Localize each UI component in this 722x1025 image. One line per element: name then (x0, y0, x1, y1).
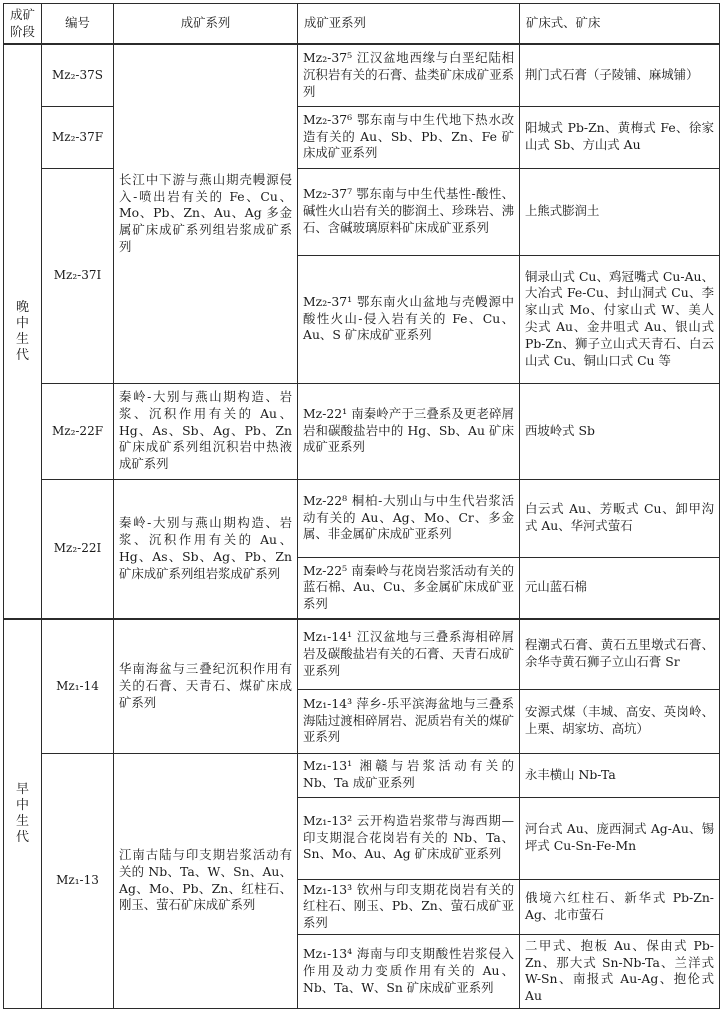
subseries-cell: Mz₁-14¹ 江汉盆地与三叠系海相碎屑岩及碳酸盐岩有关的石膏、天青石成矿亚系列 (298, 619, 520, 689)
series-cell: 秦岭-大别与燕山期构造、岩浆、沉积作用有关的 Au、Hg、As、Sb、Ag、Pb、Zn 矿床成矿系列组沉积岩中热液成矿系列 (114, 383, 298, 479)
code-cell: Mz₂-22F (42, 383, 114, 479)
subseries-cell: Mz₂-37⁷ 鄂东南与中生代基性-酸性、碱性火山岩有关的膨润土、珍珠岩、沸石、含碱玻璃原料矿床成矿亚系列 (298, 168, 520, 255)
table-row (4, 619, 720, 689)
subseries-cell: Mz₂-37⁶ 鄂东南与中生代地下热水改造有关的 Au、Sb、Pb、Zn、Fe 矿床成矿亚系列 (298, 106, 520, 168)
table-row (4, 383, 720, 479)
header-stage: 成矿阶段 (4, 4, 42, 45)
code-cell: Mz₁-14 (42, 619, 114, 753)
header-code: 编号 (42, 4, 114, 45)
era-cell-early: 早中生代 (4, 619, 42, 1008)
subseries-cell: Mz-22¹ 南秦岭产于三叠系及更老碎屑岩和碳酸盐岩中的 Hg、Sb、Au 矿床成矿亚系列 (298, 383, 520, 479)
code-cell: Mz₂-37S (42, 44, 114, 106)
code-cell: Mz₁-13 (42, 753, 114, 1008)
series-cell: 长江中下游与燕山期壳幔源侵入-喷出岩有关的 Fe、Cu、Mo、Pb、Zn、Au、Ag 多金属矿床成矿系列组岩浆成矿系列 (114, 44, 298, 383)
header-deposit: 矿床式、矿床 (520, 4, 720, 45)
deposit-cell: 西坡岭式 Sb (520, 383, 720, 479)
subseries-cell: Mz₁-14³ 萍乡-乐平滨海盆地与三叠系海陆过渡相碎屑岩、泥质岩有关的煤矿亚系列 (298, 689, 520, 753)
deposit-cell: 上熊式膨润土 (520, 168, 720, 255)
deposit-cell: 安源式煤（丰城、高安、英岗岭、上栗、胡家坊、高坑） (520, 689, 720, 753)
deposit-cell: 元山蓝石棉 (520, 557, 720, 619)
series-cell: 江南古陆与印支期岩浆活动有关的 Nb、Ta、W、Sn、Au、Ag、Mo、Pb、Zn、红柱石、刚玉、萤石矿床成矿系列 (114, 753, 298, 1008)
header-row (4, 4, 720, 45)
series-cell: 华南海盆与三叠纪沉积作用有关的石膏、天青石、煤矿床成矿系列 (114, 619, 298, 753)
subseries-cell: Mz₁-13⁴ 海南与印支期酸性岩浆侵入作用及动力变质作用有关的 Au、Nb、Ta、W、Sn 矿床成矿亚系列 (298, 934, 520, 1008)
subseries-cell: Mz₁-13² 云开构造岩浆带与海西期—印支期混合花岗岩有关的 Nb、Ta、Sn、Mo、Au、Ag 矿床成矿亚系列 (298, 797, 520, 879)
table-row (4, 168, 720, 255)
deposit-cell: 程潮式石膏、黄石五里墩式石膏、余华寺黄石狮子立山石膏 Sr (520, 619, 720, 689)
deposit-cell: 永丰横山 Nb-Ta (520, 753, 720, 797)
subseries-cell: Mz₁-13¹ 湘赣与岩浆活动有关的 Nb、Ta 成矿亚系列 (298, 753, 520, 797)
deposit-cell: 荆门式石膏（子陵铺、麻城铺） (520, 44, 720, 106)
table-row (4, 44, 720, 106)
subseries-cell: Mz₁-13³ 钦州与印支期花岗岩有关的红柱石、刚玉、Pb、Zn、萤石成矿亚系列 (298, 879, 520, 934)
deposit-cell: 铜录山式 Cu、鸡冠嘴式 Cu-Au、大冶式 Fe-Cu、封山洞式 Cu、李家山式 Mo、付家山式 W、美人尖式 Au、金井咀式 Au、银山式 Pb-Zn、狮子立山式天青石、白云山式 Cu、铜山口式 Cu 等 (520, 255, 720, 383)
subseries-cell: Mz-22⁸ 桐柏-大别山与中生代岩浆活动有关的 Au、Ag、Mo、Cr、多金属、非金属矿床成矿亚系列 (298, 479, 520, 557)
subseries-cell: Mz₂-37⁵ 江汉盆地西缘与白垩纪陆相沉积岩有关的石膏、盐类矿床成矿亚系列 (298, 44, 520, 106)
series-cell: 秦岭-大别与燕山期构造、岩浆、沉积作用有关的 Au、Hg、As、Sb、Ag、Pb、Zn 矿床成矿系列组岩浆成矿系列 (114, 479, 298, 619)
deposit-cell: 二甲式、抱板 Au、保由式 Pb-Zn、那大式 Sn-Nb-Ta、兰洋式 W-Sn、南报式 Au-Ag、抱伦式 Au (520, 934, 720, 1008)
deposit-cell: 白云式 Au、芳畈式 Cu、卸甲沟式 Au、华河式萤石 (520, 479, 720, 557)
header-series: 成矿系列 (114, 4, 298, 45)
deposit-cell: 俄境六红柱石、新华式 Pb-Zn-Ag、北市萤石 (520, 879, 720, 934)
deposit-cell: 河台式 Au、庞西洞式 Ag-Au、锡坪式 Cu-Sn-Fe-Mn (520, 797, 720, 879)
deposit-cell: 阳城式 Pb-Zn、黄梅式 Fe、徐家山式 Sb、方山式 Au (520, 106, 720, 168)
code-cell: Mz₂-37F (42, 106, 114, 168)
era-cell-late: 晚中生代 (4, 44, 42, 619)
metallogenic-series-table (3, 3, 720, 1009)
table-row (4, 753, 720, 797)
code-cell: Mz₂-22I (42, 479, 114, 619)
subseries-cell: Mz₂-37¹ 鄂东南火山盆地与壳幔源中酸性火山-侵入岩有关的 Fe、Cu、Au、S 矿床成矿亚系列 (298, 255, 520, 383)
subseries-cell: Mz-22⁵ 南秦岭与花岗岩浆活动有关的蓝石棉、Au、Cu、多金属矿床成矿亚系列 (298, 557, 520, 619)
table-row (4, 479, 720, 557)
header-subseries: 成矿亚系列 (298, 4, 520, 45)
table-page (3, 3, 719, 1009)
code-cell: Mz₂-37I (42, 168, 114, 383)
table-row (4, 106, 720, 168)
